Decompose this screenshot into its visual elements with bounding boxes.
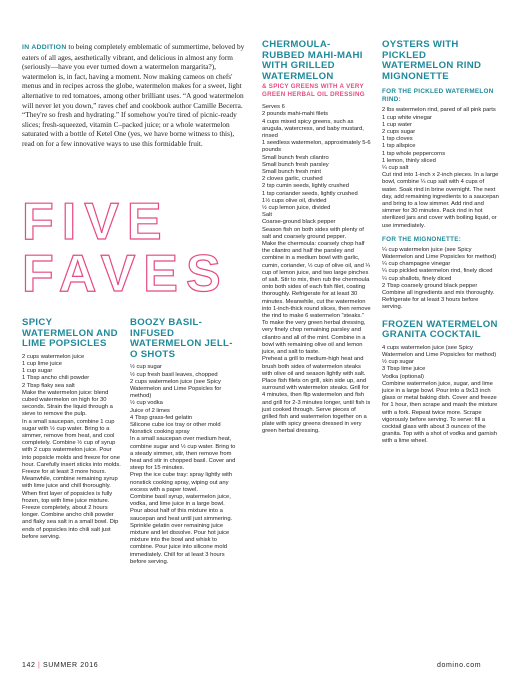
ingredient: Salt xyxy=(262,212,272,219)
ingredient: ¼ cup pickled watermelon rind, finely diced xyxy=(382,268,493,275)
method-step: Make the watermelon juice: blend cubed watermelon on high for 30 seconds. Strain the liquid through a sieve to remove the pulp. xyxy=(22,389,113,418)
method-step: Cut rind into 1-inch x 2-inch pieces. In a large bowl, combine ¼ cup salt with 4 cups of water. Soak rind in brine overnight. The next day, add remaining ingredients to a saucepan and bring to a low simmer. Add rind and simmer for 30 minutes. Pack rind in hot sterilized jars and cover with boiling liquid, or use immediately. xyxy=(382,172,499,229)
ingredient: 4 cups watermelon juice (see Spicy Watermelon and Lime Popsicles for method) xyxy=(382,344,497,359)
ingredient: Serves 6 xyxy=(262,104,285,111)
ingredient: Silicone cube ice tray or other mold xyxy=(130,422,221,428)
intro-text: to being completely emblematic of summertime, beloved by eaters of all ages, aesthetically vibrant, and delicious in almost any form (seriously—have you ever turned down a watermelon margarita?), watermelon is, in fact, having a moment. Now making cameos on chefs' menus and in recipes across the globe, watermelon makes for a sweet, light alternative to red tomatoes, among other brilliant uses. “A good watermelon will never let you down,” raves chef and cookbook author Camille Becerra. “They're so fresh and hydrating.” If somehow you're tired of picnic-ready slices; fresh-squeezed, vitamin C–packed juice; or a whole watermelon saturated with a bottle of Ketel One (yes, we have borne witness to this), read on for a few innovative ways to use this formidable fruit. xyxy=(22,42,245,148)
method-step: In a small saucepan, combine 1 cup sugar with ½ cup water. Bring to a simmer, remove from heat, and cool completely. Combine ½ cup of syrup with 2 cups watermelon juice. Pour into popsicle molds and freeze for one hour. Carefully insert sticks into molds. Freeze for at least 3 more hours. Meanwhile, combine remaining syrup with lime juice and chill thoroughly. When first layer of popsicles is fully frozen, top with lime juice mixture. Freeze completely, about 2 hours longer. Combine ancho chili powder and flaky sea salt in a small bowl. Dip ends of popsicles into chili salt just before serving. xyxy=(22,418,121,540)
ingredient: ½ cup sugar xyxy=(382,359,414,366)
ingredient: 2 Tbsp coarsely ground black pepper xyxy=(382,282,478,289)
ingredient: 1½ cups olive oil, divided xyxy=(262,197,327,204)
ingredient: Small bunch fresh parsley xyxy=(262,161,329,168)
ingredient: 1 cup sugar xyxy=(22,368,53,375)
method-step: Season fish on both sides with plenty of salt and coarsely ground pepper. xyxy=(262,226,364,240)
issue-season: SUMMER 2016 xyxy=(43,662,99,669)
method-step: To make the very green herbal dressing, very finely chop remaining parsley and cilantro and all of the mint. Combine in a bowl with remaining olive oil and lemon juice, and salt to taste. xyxy=(262,320,366,356)
ingredient: Vodka (optional) xyxy=(382,373,424,380)
ingredient: 1 tsp whole peppercorns xyxy=(382,150,446,157)
intro-lead: IN ADDITION xyxy=(22,44,67,51)
ingredient: ½ cup fresh basil leaves, chopped xyxy=(130,371,218,378)
method-step: Make the chermoula: coarsely chop half the cilantro and half the parsley and combine in a medium bowl with garlic, cumin, coriander, ½ cup of olive oil, and ¼ cup of lemon juice, and two large pinches of salt. Stir to mix, then rub the chermoula onto both sides of each fish filet, coating thoroughly. Refrigerate for at least 30 minutes. Meanwhile, cut the watermelon into 1-inch-thick round slices, then remove the rind to make 6 watermelon “steaks.” xyxy=(262,241,371,320)
recipe-title: OYSTERS WITH PICKLED WATERMELON RIND MIGNONETTE xyxy=(382,39,482,82)
ingredient: ½ cup vodka xyxy=(130,400,163,407)
ingredient: 1 seedless watermelon, approximately 5-6 pounds xyxy=(262,140,371,154)
ingredient: Nonstick cooking spray xyxy=(130,429,190,436)
headline-line-1: FIVE xyxy=(22,193,170,251)
recipe-title: SPICY WATERMELON AND LIME POPSICLES xyxy=(22,317,118,350)
method-step: Preheat a grill to medium-high heat and brush both sides of watermelon steaks with olive oil and season lightly with salt. Place fish filets on grill, skin side up, and surround with watermelon steaks. Grill for 4 minutes, then flip watermelon and fish and grill for 2-3 minutes longer, until fish is just cooked through. Serve pieces of grilled fish and watermelon together on a plate with spicy greens dressed in very green herbal dressing. xyxy=(262,356,371,435)
recipe-oysters xyxy=(382,40,500,446)
ingredient: ½ cup lemon juice, divided xyxy=(262,205,331,212)
method-step: Combine watermelon juice, sugar, and lime juice in a large bowl. Pour into a 9x13 inch glass or metal baking dish. Cover and freeze for 1 hour, then scrape and mash the mixture with a fork. Repeat twice more. Scrape vigorously before serving. To serve: fill a cocktail glass with about 3 ounces of the granita. Top with a shot of vodka and garnish with a lime wheel. xyxy=(382,380,498,445)
ingredient: ¼ cup shallots, finely diced xyxy=(382,275,452,282)
recipe-subtitle: & SPICY GREENS WITH A VERY GREEN HERBAL OIL DRESSING xyxy=(262,83,365,98)
ingredient: Small bunch fresh mint xyxy=(262,169,321,176)
ingredient: ¼ cup champagne vinegar xyxy=(382,261,451,268)
headline-line-2: FAVES xyxy=(22,245,229,303)
ingredient: 1 Tbsp ancho chili powder xyxy=(22,375,90,382)
ingredient: 1 tsp coriander seeds, lightly crushed xyxy=(262,190,358,197)
section-heading: FOR THE MIGNONETTE: xyxy=(382,235,462,243)
page-footer-left: 142 | SUMMER 2016 xyxy=(22,662,99,669)
ingredient: 2 lbs watermelon rind, pared of all pink parts xyxy=(382,107,496,114)
ingredient: 3 Tbsp lime juice xyxy=(382,366,426,373)
recipe-title: BOOZY BASIL-INFUSED WATERMELON JELL-O SHOTS xyxy=(130,317,233,360)
ingredient: 1 tsp allspice xyxy=(382,143,416,150)
ingredient: 2 cups watermelon juice xyxy=(22,353,85,360)
ingredient: 4 Tbsp grass-fed gelatin xyxy=(130,414,193,421)
ingredient: 2 cloves garlic, crushed xyxy=(262,176,323,183)
method-step: Combine basil syrup, watermelon juice, vodka, and lime juice in a large bowl. Pour about half of this mixture into a saucepan and heat until just simmering. Sprinkle gelatin over remaining juice mixture and let dissolve. Pour hot juice mixture into the bowl and whisk to combine. Pour juice into silicone mold immediately. Chill for at least 3 hours before serving. xyxy=(130,494,233,565)
ingredient: 4 cups mixed spicy greens, such as arugula, watercress, and baby mustard, rinsed xyxy=(262,118,364,139)
page-number: 142 xyxy=(22,662,36,669)
ingredient: Small bunch fresh cilantro xyxy=(262,154,329,161)
ingredient: 2 cups watermelon juice (see Spicy Watermelon and Lime Popsicles for method) xyxy=(130,378,222,400)
ingredient: ¼ cup watermelon juice (see Spicy Watermelon and Lime Popsicles for method) xyxy=(382,246,497,261)
recipe-title: CHERMOULA-RUBBED MAHI-MAHI WITH GRILLED WATERMELON xyxy=(262,39,363,82)
method-step: In a small saucepan over medium heat, combine sugar and ½ cup water. Bring to a steady simmer, stir, then remove from heat and stir in chopped basil. Cover and steep for 15 minutes. xyxy=(130,436,236,472)
ingredient: Coarse-ground black pepper xyxy=(262,219,336,226)
section-heading: FOR THE PICKLED WATERMELON RIND: xyxy=(382,88,494,104)
ingredient: 1 cup water xyxy=(382,121,412,128)
ingredient: 2 tsp cumin seeds, lightly crushed xyxy=(262,183,349,190)
site-url: domino.com xyxy=(437,662,482,669)
ingredient: 1 tsp cloves xyxy=(382,136,413,143)
recipe-mahi-mahi xyxy=(262,40,372,436)
ingredient: Juice of 2 limes xyxy=(130,407,170,414)
method-step: Combine all ingredients and mix thoroughly. Refrigerate for at least 3 hours before serving. xyxy=(382,290,495,311)
ingredient: 2 Tbsp flaky sea salt xyxy=(22,382,75,389)
ingredient: ¼ cup salt xyxy=(382,165,409,171)
ingredient: 2 pounds mahi-mahi filets xyxy=(262,111,329,118)
ingredient: 1 lemon, thinly sliced xyxy=(382,157,436,164)
recipe-title-granita: FROZEN WATERMELON GRANITA COCKTAIL xyxy=(382,318,498,341)
intro-paragraph xyxy=(22,42,248,149)
method-step: Prep the ice cube tray: spray lightly with nonstick cooking spray, wiping out any excess with a paper towel. xyxy=(130,472,233,493)
recipe-popsicles xyxy=(22,318,122,541)
headline xyxy=(22,193,252,303)
ingredient: 1 cup lime juice xyxy=(22,360,62,367)
ingredient: ½ cup sugar xyxy=(130,364,162,371)
recipe-jello-shots xyxy=(130,318,238,566)
ingredient: 1 cup white vinegar xyxy=(382,114,432,121)
ingredient: 2 cups sugar xyxy=(382,128,416,135)
